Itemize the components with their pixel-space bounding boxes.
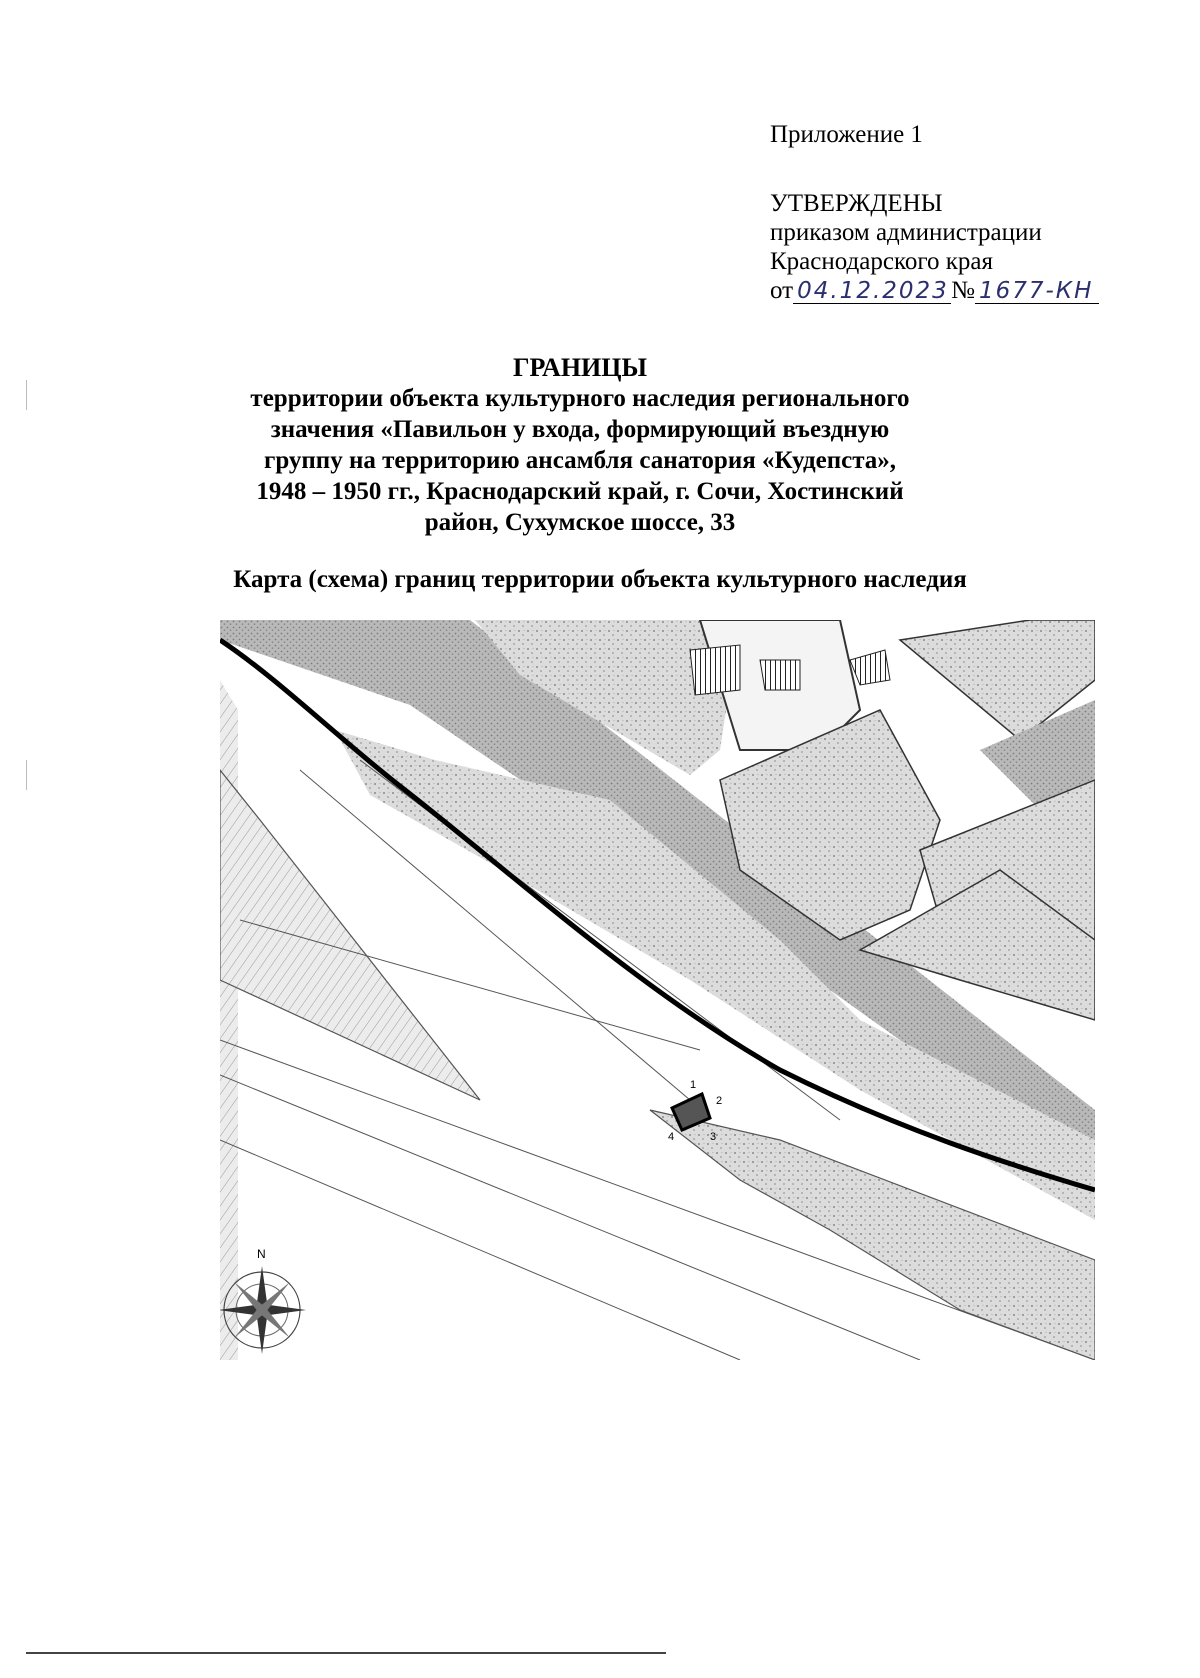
point-label: 1: [690, 1079, 697, 1091]
handwritten-date: 04.12.2023: [793, 279, 951, 304]
number-prefix: №: [951, 277, 975, 304]
handwritten-number: 1677-КН: [975, 279, 1099, 304]
document-heading: [160, 352, 1000, 538]
heading-line: 1948 – 1950 гг., Краснодарский край, г. Сочи, Хостинский: [256, 478, 904, 505]
compass-north-label: N: [257, 1247, 266, 1261]
heading-line: группу на территорию ансамбля санатория «Кудепста»,: [263, 447, 897, 474]
annex-label: Приложение 1: [770, 121, 923, 148]
heading-line: значения «Павильон у входа, формирующий въездную: [270, 416, 890, 443]
point-label: 3: [710, 1131, 717, 1143]
scan-margin-mark: [26, 760, 27, 790]
date-prefix: от: [770, 277, 794, 304]
document-title: ГРАНИЦЫ: [512, 353, 648, 382]
heading-line: район, Сухумское шоссе, 33: [424, 509, 736, 536]
bottom-rule: [26, 1652, 666, 1654]
date-number-line: [770, 276, 1099, 305]
order-line-2: Краснодарского края: [770, 248, 993, 275]
approval-block: [770, 120, 1099, 305]
map-caption: Карта (схема) границ территории объекта культурного наследия: [233, 566, 967, 593]
heading-line: территории объекта культурного наследия регионального: [250, 385, 910, 412]
order-line-1: приказом администрации: [770, 219, 1042, 246]
point-label: 4: [668, 1131, 675, 1143]
approved-label: УТВЕРЖДЕНЫ: [770, 190, 943, 217]
point-label: 2: [716, 1095, 723, 1107]
scan-margin-mark: [26, 380, 27, 410]
boundary-map: [220, 620, 1095, 1360]
